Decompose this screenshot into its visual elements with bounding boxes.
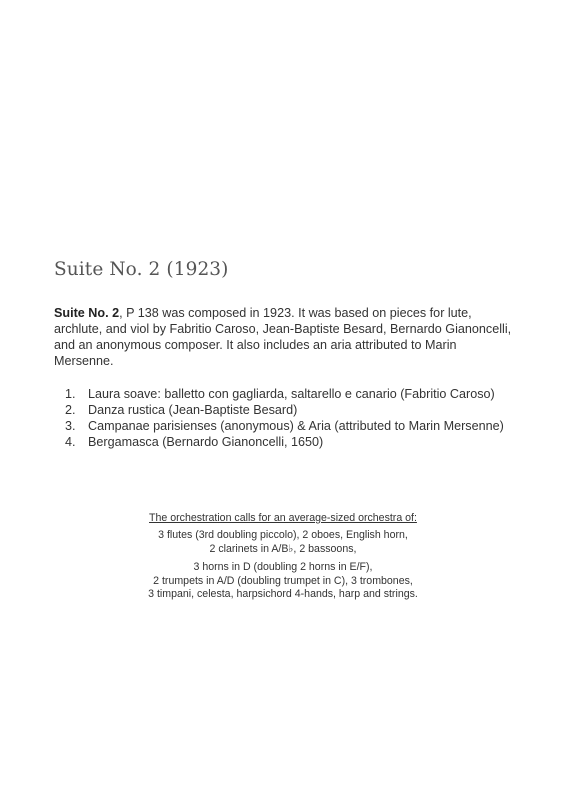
- orchestration-line: 3 timpani, celesta, harpsichord 4-hands, harp and strings.: [148, 588, 418, 601]
- list-item-number: 1.: [65, 387, 76, 401]
- list-item: [54, 386, 514, 402]
- list-item-text: Campanae parisienses (anonymous) & Aria (attributed to Marin Mersenne): [88, 419, 504, 433]
- orchestration-heading: The orchestration calls for an average-sized orchestra of:: [149, 512, 417, 524]
- page-title: Suite No. 2 (1923): [54, 259, 229, 280]
- list-item-text: Bergamasca (Bernardo Gianoncelli, 1650): [88, 435, 324, 449]
- list-item-number: 4.: [65, 435, 76, 449]
- list-item: [54, 434, 514, 450]
- list-item: [54, 418, 514, 434]
- orchestration-line: 3 flutes (3rd doubling piccolo), 2 oboes, English horn,: [158, 529, 408, 542]
- orchestration-line: 2 clarinets in A/B♭, 2 bassoons,: [209, 542, 357, 555]
- movement-list: [54, 386, 514, 450]
- list-item-number: 2.: [65, 403, 76, 417]
- orchestration-line: 3 horns in D (doubling 2 horns in E/F),: [193, 561, 373, 574]
- intro-text: , P 138 was composed in 1923. It was based on pieces for lute, archlute, and viol by Fabritio Caroso, Jean-Baptiste Besard, Bernardo Gianoncelli, and an anonymous composer. It also includes an aria attributed to Marin Mersenne.: [54, 306, 512, 368]
- intro-paragraph: [54, 305, 514, 369]
- list-item-number: 3.: [65, 419, 76, 433]
- list-item-text: Laura soave: balletto con gagliarda, saltarello e canario (Fabritio Caroso): [88, 387, 495, 401]
- orchestration-block: [0, 512, 566, 601]
- intro-bold-lead: Suite No. 2: [54, 306, 120, 320]
- orchestration-line: 2 trumpets in A/D (doubling trumpet in C), 3 trombones,: [153, 574, 413, 587]
- list-item: [54, 402, 514, 418]
- list-item-text: Danza rustica (Jean-Baptiste Besard): [88, 403, 298, 417]
